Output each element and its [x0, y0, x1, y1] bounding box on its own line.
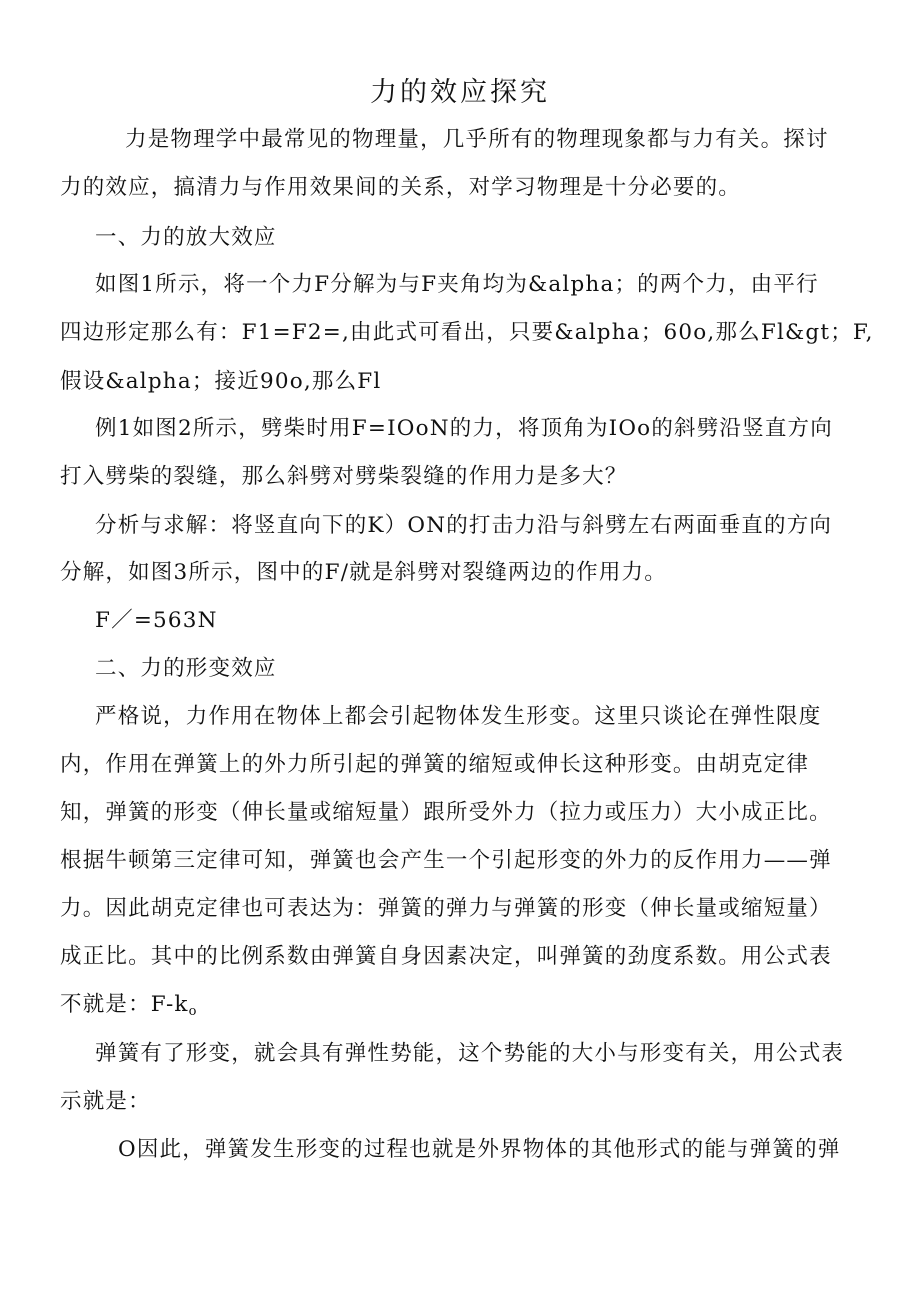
result-line: F／=563N	[95, 608, 218, 633]
section-heading: 一、力的放大效应	[95, 225, 277, 250]
paragraph-line: 分解，如图3所示，图中的F/就是斜劈对裂缝两边的作用力。	[60, 560, 667, 585]
paragraph-line: 如图1所示，将一个力F分解为与F夹角均为&alpha；的两个力，由平行	[95, 272, 819, 297]
paragraph-line: 四边形定那么有：F1=F2=,由此式可看出，只要&alpha；60o,那么Fl&gt；F,	[60, 320, 874, 345]
paragraph-line: 分析与求解：将竖直向下的K）ON的打击力沿与斜劈左右两面垂直的方向	[95, 513, 833, 538]
page-title: 力的效应探究	[370, 77, 550, 108]
paragraph-line: 知，弹簧的形变（伸长量或缩短量）跟所受外力（拉力或压力）大小成正比。	[60, 800, 832, 825]
paragraph-line: 示就是：	[60, 1089, 151, 1114]
paragraph-line: 力是物理学中最常见的物理量，几乎所有的物理现象都与力有关。探讨	[125, 127, 829, 152]
section-heading: 二、力的形变效应	[95, 656, 277, 681]
paragraph-line: 根据牛顿第三定律可知，弹簧也会产生一个引起形变的外力的反作用力——弹	[60, 848, 832, 873]
paragraph-line: O因此，弹簧发生形变的过程也就是外界物体的其他形式的能与弹簧的弹	[118, 1137, 841, 1162]
formula-text: 不就是：F-k	[60, 992, 189, 1017]
paragraph-line: 假设&alpha；接近90o,那么Fl	[60, 369, 382, 394]
paragraph-line: 打入劈柴的裂缝，那么斜劈对劈柴裂缝的作用力是多大？	[60, 464, 628, 489]
paragraph-line: 内，作用在弹簧上的外力所引起的弹簧的缩短或伸长这种形变。由胡克定律	[60, 752, 810, 777]
paragraph-line: 严格说，力作用在物体上都会引起物体发生形变。这里只谈论在弹性限度	[95, 704, 822, 729]
paragraph-line: 力。因此胡克定律也可表达为：弹簧的弹力与弹簧的形变（伸长量或缩短量）	[60, 896, 832, 921]
paragraph-line: 弹簧有了形变，就会具有弹性势能，这个势能的大小与形变有关，用公式表	[95, 1041, 845, 1066]
paragraph-line: 力的效应，搞清力与作用效果间的关系，对学习物理是十分必要的。	[60, 175, 742, 200]
formula-line	[60, 989, 198, 1028]
paragraph-line: 例1如图2所示，劈柴时用F=IOoN的力，将顶角为IOo的斜劈沿竖直方向	[95, 416, 833, 441]
formula-subscript: o	[188, 1004, 198, 1019]
paragraph-line: 成正比。其中的比例系数由弹簧自身因素决定，叫弹簧的劲度系数。用公式表	[60, 944, 832, 969]
